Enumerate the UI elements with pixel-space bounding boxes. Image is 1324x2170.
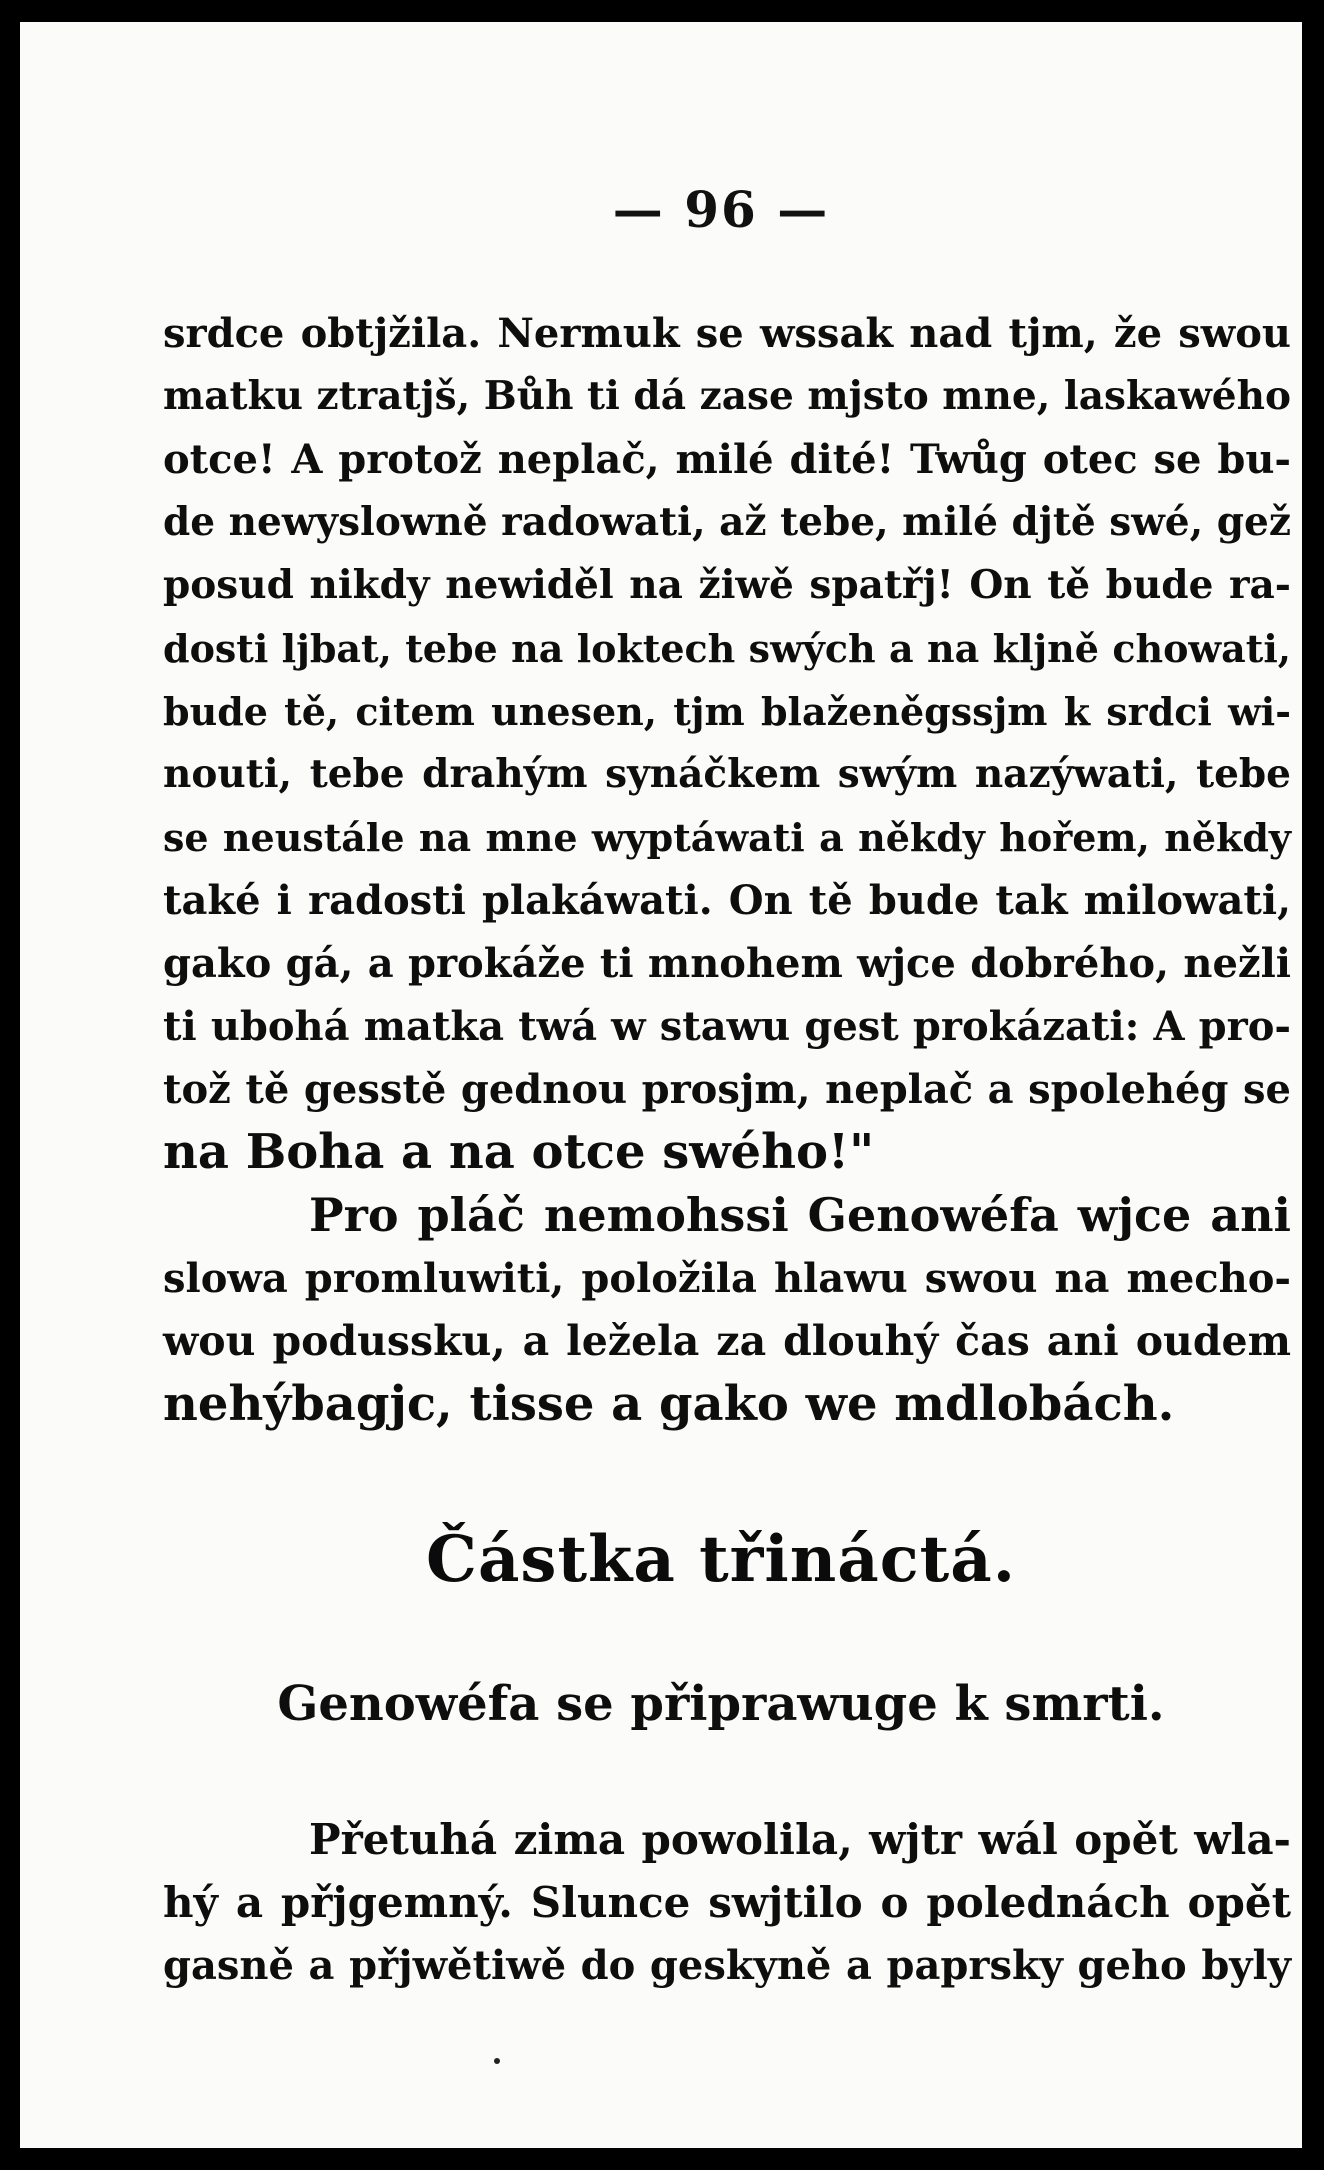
text-line: matku ztratjš, Bůh ti dá zase mjsto mne, laskawého [163, 373, 1291, 419]
text-line: ti ubohá matka twá w stawu gest prokázati: A pro- [163, 1003, 1291, 1050]
text-line: tož tě gesstě gednou prosjm, neplač a spolehég se [163, 1066, 1291, 1113]
paragraph-1 [163, 302, 1291, 1436]
book-page [20, 22, 1302, 2148]
page-number: — 96 — [612, 180, 830, 239]
text-line: posud nikdy newiděl na žiwě spatřj! On tě bude ra- [163, 562, 1291, 608]
text-line: gasně a přjwětiwě do geskyně a paprsky geho byly [163, 1942, 1291, 1989]
text-line: na Boha a na otce swého!" [163, 1124, 875, 1180]
text-line: Přetuhá zima powolila, wjtr wál opět wla- [309, 1815, 1291, 1864]
chapter-heading: Částka třináctá. [426, 1522, 1016, 1597]
text-line: de newyslowně radowati, až tebe, milé djtě swé, gež [163, 499, 1291, 545]
text-line: gako gá, a prokáže ti mnohem wjce dobrého, nežli [163, 940, 1291, 987]
text-line: Pro pláč nemohssi Genowéfa wjce ani [309, 1188, 1291, 1242]
text-line: dosti ljbat, tebe na loktech swých a na kljně chowati, [163, 626, 1291, 671]
paragraph-3 [163, 1808, 1291, 1997]
text-line: slowa promluwiti, položila hlawu swou na mecho- [163, 1255, 1291, 1302]
text-line: nehýbagjc, tisse a gako we mdlobách. [163, 1376, 1175, 1432]
ink-speck [494, 2058, 500, 2064]
text-line: nouti, tebe drahým synáčkem swým nazýwati, tebe [163, 751, 1291, 797]
text-line: wou podussku, a ležela za dlouhý čas ani oudem [163, 1317, 1291, 1365]
text-line: srdce obtjžila. Nermuk se wssak nad tjm, že swou [163, 310, 1291, 357]
text-line: otce! A protož neplač, milé dité! Twůg otec se bu- [163, 436, 1291, 483]
text-line: bude tě, citem unesen, tjm blaženěgssjm k srdci wi- [163, 689, 1291, 734]
text-line: také i radosti plakáwati. On tě bude tak milowati, [163, 877, 1291, 924]
text-line: se neustále na mne wyptáwati a někdy hořem, někdy [163, 815, 1291, 860]
text-line: hý a přjgemný. Slunce swjtilo o polednách opět [163, 1878, 1291, 1927]
chapter-subtitle: Genowéfa se připrawuge k smrti. [277, 1676, 1165, 1732]
